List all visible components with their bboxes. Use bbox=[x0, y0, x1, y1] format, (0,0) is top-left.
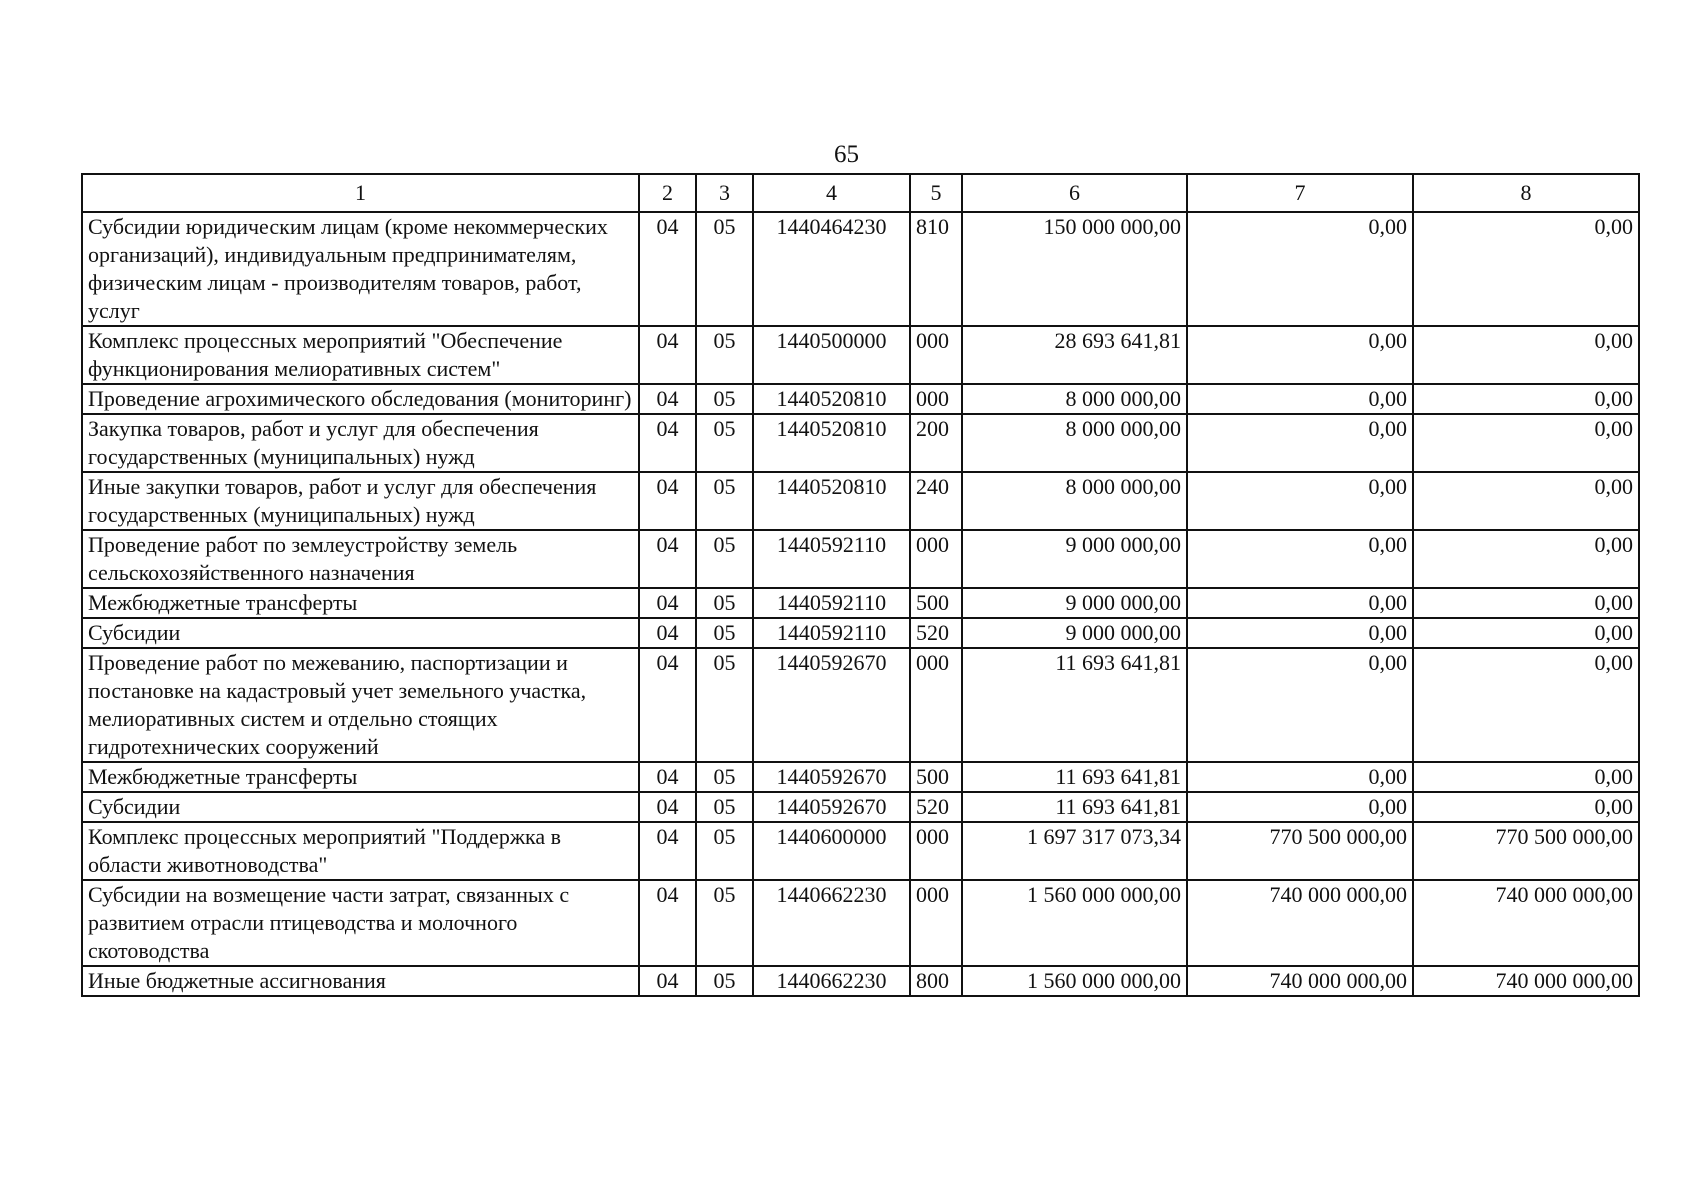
amount-year-2: 0,00 bbox=[1187, 414, 1413, 472]
budget-table bbox=[81, 173, 1640, 997]
table-row bbox=[82, 530, 1639, 588]
section-code: 04 bbox=[639, 212, 696, 326]
header-row bbox=[82, 174, 1639, 212]
amount-year-2: 0,00 bbox=[1187, 762, 1413, 792]
amount-year-1: 9 000 000,00 bbox=[962, 588, 1187, 618]
expense-type-code: 500 bbox=[910, 762, 962, 792]
amount-year-1: 9 000 000,00 bbox=[962, 530, 1187, 588]
subsection-code: 05 bbox=[696, 618, 753, 648]
expense-type-code: 810 bbox=[910, 212, 962, 326]
amount-year-3: 0,00 bbox=[1413, 384, 1639, 414]
subsection-code: 05 bbox=[696, 472, 753, 530]
subsection-code: 05 bbox=[696, 966, 753, 996]
amount-year-1: 8 000 000,00 bbox=[962, 384, 1187, 414]
item-name: Субсидии bbox=[82, 792, 639, 822]
subsection-code: 05 bbox=[696, 530, 753, 588]
section-code: 04 bbox=[639, 472, 696, 530]
table-row bbox=[82, 648, 1639, 762]
item-name: Комплекс процессных мероприятий "Поддержка в области животноводства" bbox=[82, 822, 639, 880]
subsection-code: 05 bbox=[696, 880, 753, 966]
item-name: Субсидии на возмещение части затрат, связанных с развитием отрасли птицеводства и молочного скотоводства bbox=[82, 880, 639, 966]
column-header: 4 bbox=[753, 174, 910, 212]
section-code: 04 bbox=[639, 792, 696, 822]
amount-year-3: 740 000 000,00 bbox=[1413, 880, 1639, 966]
table-row bbox=[82, 822, 1639, 880]
amount-year-3: 0,00 bbox=[1413, 414, 1639, 472]
target-article-code: 1440600000 bbox=[753, 822, 910, 880]
amount-year-2: 0,00 bbox=[1187, 588, 1413, 618]
column-header: 7 bbox=[1187, 174, 1413, 212]
amount-year-2: 0,00 bbox=[1187, 618, 1413, 648]
amount-year-1: 1 560 000 000,00 bbox=[962, 966, 1187, 996]
amount-year-2: 0,00 bbox=[1187, 530, 1413, 588]
amount-year-1: 150 000 000,00 bbox=[962, 212, 1187, 326]
amount-year-2: 740 000 000,00 bbox=[1187, 880, 1413, 966]
amount-year-1: 11 693 641,81 bbox=[962, 792, 1187, 822]
item-name: Субсидии bbox=[82, 618, 639, 648]
subsection-code: 05 bbox=[696, 326, 753, 384]
amount-year-3: 0,00 bbox=[1413, 618, 1639, 648]
column-header: 8 bbox=[1413, 174, 1639, 212]
amount-year-3: 770 500 000,00 bbox=[1413, 822, 1639, 880]
column-header: 2 bbox=[639, 174, 696, 212]
item-name: Закупка товаров, работ и услуг для обеспечения государственных (муниципальных) нужд bbox=[82, 414, 639, 472]
target-article-code: 1440592670 bbox=[753, 792, 910, 822]
item-name: Межбюджетные трансферты bbox=[82, 762, 639, 792]
section-code: 04 bbox=[639, 530, 696, 588]
expense-type-code: 000 bbox=[910, 384, 962, 414]
subsection-code: 05 bbox=[696, 822, 753, 880]
target-article-code: 1440592670 bbox=[753, 648, 910, 762]
item-name: Иные закупки товаров, работ и услуг для обеспечения государственных (муниципальных) нужд bbox=[82, 472, 639, 530]
amount-year-2: 0,00 bbox=[1187, 212, 1413, 326]
expense-type-code: 000 bbox=[910, 648, 962, 762]
amount-year-2: 0,00 bbox=[1187, 472, 1413, 530]
table-row bbox=[82, 212, 1639, 326]
section-code: 04 bbox=[639, 822, 696, 880]
column-header: 3 bbox=[696, 174, 753, 212]
amount-year-1: 9 000 000,00 bbox=[962, 618, 1187, 648]
amount-year-2: 770 500 000,00 bbox=[1187, 822, 1413, 880]
table-row bbox=[82, 880, 1639, 966]
amount-year-3: 0,00 bbox=[1413, 792, 1639, 822]
target-article-code: 1440592110 bbox=[753, 530, 910, 588]
expense-type-code: 000 bbox=[910, 880, 962, 966]
target-article-code: 1440464230 bbox=[753, 212, 910, 326]
table-row bbox=[82, 472, 1639, 530]
item-name: Комплекс процессных мероприятий "Обеспечение функционирования мелиоративных систем" bbox=[82, 326, 639, 384]
amount-year-2: 0,00 bbox=[1187, 648, 1413, 762]
amount-year-2: 0,00 bbox=[1187, 384, 1413, 414]
amount-year-1: 8 000 000,00 bbox=[962, 414, 1187, 472]
expense-type-code: 000 bbox=[910, 822, 962, 880]
table-row bbox=[82, 384, 1639, 414]
target-article-code: 1440520810 bbox=[753, 472, 910, 530]
section-code: 04 bbox=[639, 618, 696, 648]
table-row bbox=[82, 414, 1639, 472]
amount-year-3: 0,00 bbox=[1413, 212, 1639, 326]
table-row bbox=[82, 588, 1639, 618]
table-row bbox=[82, 326, 1639, 384]
page-number: 65 bbox=[834, 141, 859, 168]
target-article-code: 1440520810 bbox=[753, 414, 910, 472]
table-row bbox=[82, 966, 1639, 996]
table-row bbox=[82, 762, 1639, 792]
expense-type-code: 000 bbox=[910, 326, 962, 384]
expense-type-code: 500 bbox=[910, 588, 962, 618]
target-article-code: 1440592670 bbox=[753, 762, 910, 792]
subsection-code: 05 bbox=[696, 384, 753, 414]
section-code: 04 bbox=[639, 648, 696, 762]
amount-year-1: 1 560 000 000,00 bbox=[962, 880, 1187, 966]
section-code: 04 bbox=[639, 326, 696, 384]
column-header: 5 bbox=[910, 174, 962, 212]
amount-year-2: 0,00 bbox=[1187, 326, 1413, 384]
target-article-code: 1440662230 bbox=[753, 966, 910, 996]
section-code: 04 bbox=[639, 762, 696, 792]
subsection-code: 05 bbox=[696, 588, 753, 618]
section-code: 04 bbox=[639, 414, 696, 472]
target-article-code: 1440592110 bbox=[753, 618, 910, 648]
amount-year-1: 11 693 641,81 bbox=[962, 648, 1187, 762]
amount-year-1: 11 693 641,81 bbox=[962, 762, 1187, 792]
expense-type-code: 800 bbox=[910, 966, 962, 996]
subsection-code: 05 bbox=[696, 762, 753, 792]
target-article-code: 1440662230 bbox=[753, 880, 910, 966]
item-name: Субсидии юридическим лицам (кроме некоммерческих организаций), индивидуальным предпринимателям, физическим лицам - производителям товаров, работ, услуг bbox=[82, 212, 639, 326]
item-name: Проведение агрохимического обследования (мониторинг) bbox=[82, 384, 639, 414]
amount-year-3: 0,00 bbox=[1413, 472, 1639, 530]
section-code: 04 bbox=[639, 384, 696, 414]
expense-type-code: 520 bbox=[910, 618, 962, 648]
item-name: Иные бюджетные ассигнования bbox=[82, 966, 639, 996]
expense-type-code: 200 bbox=[910, 414, 962, 472]
amount-year-3: 0,00 bbox=[1413, 530, 1639, 588]
amount-year-1: 28 693 641,81 bbox=[962, 326, 1187, 384]
expense-type-code: 000 bbox=[910, 530, 962, 588]
section-code: 04 bbox=[639, 966, 696, 996]
amount-year-1: 1 697 317 073,34 bbox=[962, 822, 1187, 880]
amount-year-3: 0,00 bbox=[1413, 326, 1639, 384]
target-article-code: 1440500000 bbox=[753, 326, 910, 384]
target-article-code: 1440592110 bbox=[753, 588, 910, 618]
item-name: Проведение работ по межеванию, паспортизации и постановке на кадастровый учет земельного участка, мелиоративных систем и отдельно стоящих гидротехнических сооружений bbox=[82, 648, 639, 762]
expense-type-code: 240 bbox=[910, 472, 962, 530]
table-row bbox=[82, 792, 1639, 822]
subsection-code: 05 bbox=[696, 212, 753, 326]
amount-year-2: 740 000 000,00 bbox=[1187, 966, 1413, 996]
item-name: Проведение работ по землеустройству земель сельскохозяйственного назначения bbox=[82, 530, 639, 588]
subsection-code: 05 bbox=[696, 792, 753, 822]
expense-type-code: 520 bbox=[910, 792, 962, 822]
amount-year-2: 0,00 bbox=[1187, 792, 1413, 822]
amount-year-3: 740 000 000,00 bbox=[1413, 966, 1639, 996]
subsection-code: 05 bbox=[696, 414, 753, 472]
column-header: 1 bbox=[82, 174, 639, 212]
table-row bbox=[82, 618, 1639, 648]
section-code: 04 bbox=[639, 588, 696, 618]
amount-year-3: 0,00 bbox=[1413, 762, 1639, 792]
subsection-code: 05 bbox=[696, 648, 753, 762]
amount-year-3: 0,00 bbox=[1413, 648, 1639, 762]
amount-year-1: 8 000 000,00 bbox=[962, 472, 1187, 530]
column-header: 6 bbox=[962, 174, 1187, 212]
section-code: 04 bbox=[639, 880, 696, 966]
amount-year-3: 0,00 bbox=[1413, 588, 1639, 618]
item-name: Межбюджетные трансферты bbox=[82, 588, 639, 618]
target-article-code: 1440520810 bbox=[753, 384, 910, 414]
